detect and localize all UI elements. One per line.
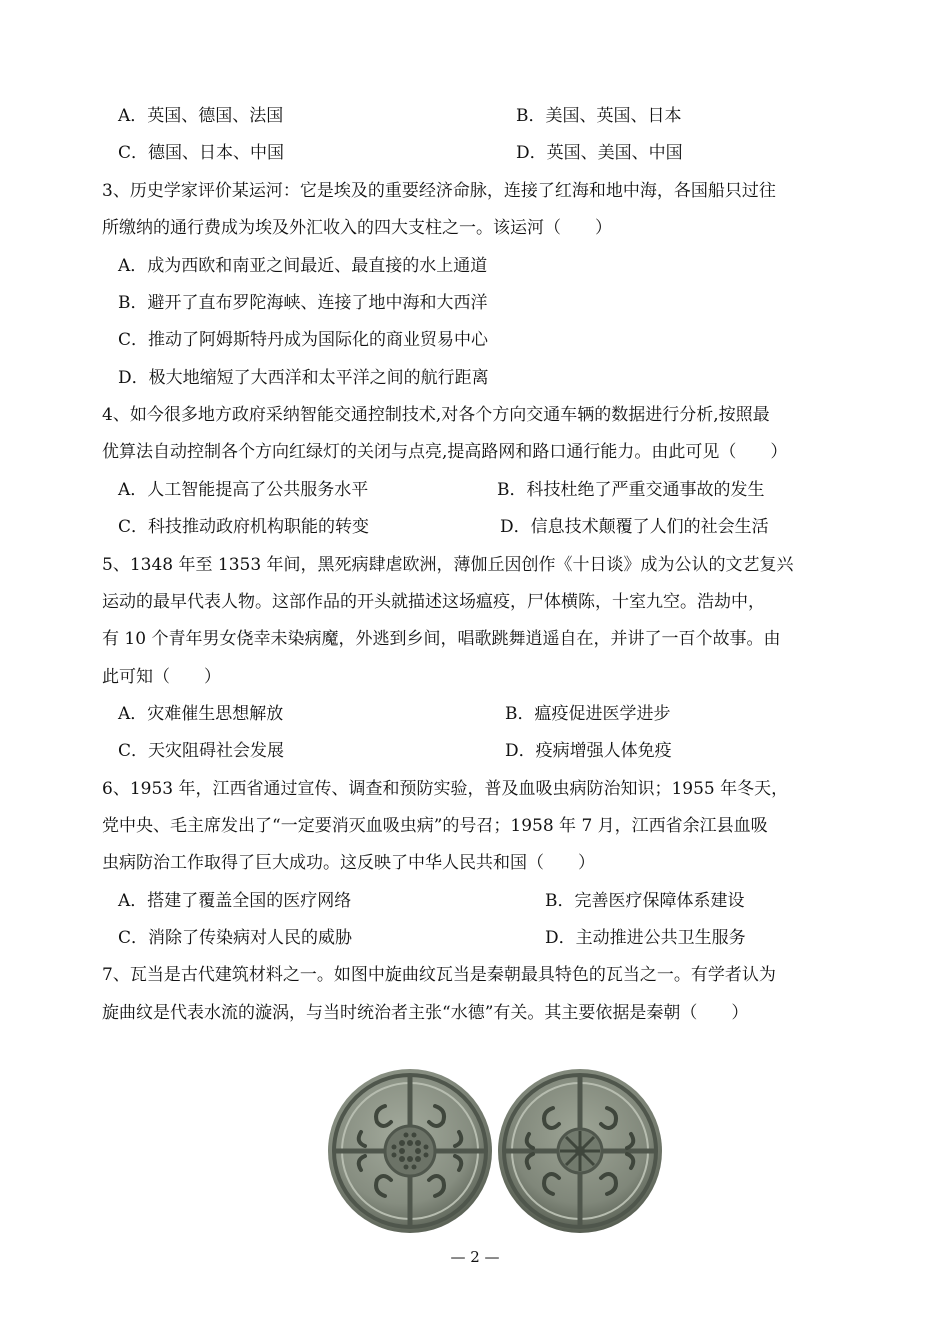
q6-stem-line-2: 党中央、毛主席发出了“一定要消灭血吸虫病”的号召；1958 年 7 月，江西省余江县血吸 bbox=[102, 816, 768, 836]
q5-option-b: B．瘟疫促进医学进步 bbox=[505, 704, 671, 724]
q5-stem-line-1: 5、1348 年至 1353 年间，黑死病肆虐欧洲，薄伽丘因创作《十日谈》成为公认的文艺复兴 bbox=[102, 555, 794, 575]
q5-option-c: C．天灾阻碍社会发展 bbox=[118, 741, 285, 761]
q3-option-b: B．避开了直布罗陀海峡、连接了地中海和大西洋 bbox=[118, 293, 488, 313]
q4-option-a: A．人工智能提高了公共服务水平 bbox=[118, 480, 369, 500]
wadang-right-image bbox=[495, 1066, 665, 1236]
q3-option-c: C．推动了阿姆斯特丹成为国际化的商业贸易中心 bbox=[118, 330, 489, 350]
q4-option-d: D．信息技术颠覆了人们的社会生活 bbox=[500, 517, 769, 537]
q2-option-a: A．英国、德国、法国 bbox=[118, 106, 284, 126]
q3-stem-line-1: 3、历史学家评价某运河：它是埃及的重要经济命脉，连接了红海和地中海，各国船只过往 bbox=[102, 181, 776, 201]
q6-option-b: B．完善医疗保障体系建设 bbox=[545, 891, 745, 911]
q2-option-d: D．英国、美国、中国 bbox=[516, 143, 683, 163]
page-number: — 2 — bbox=[450, 1248, 500, 1266]
q6-option-a: A．搭建了覆盖全国的医疗网络 bbox=[118, 891, 352, 911]
q3-stem-line-2: 所缴纳的通行费成为埃及外汇收入的四大支柱之一。该运河（ ） bbox=[102, 218, 612, 238]
q3-option-a: A．成为西欧和南亚之间最近、最直接的水上通道 bbox=[118, 256, 488, 276]
wadang-left-image bbox=[325, 1066, 495, 1236]
q2-option-c: C．德国、日本、中国 bbox=[118, 143, 285, 163]
q5-option-d: D．疫病增强人体免疫 bbox=[505, 741, 672, 761]
q6-stem-line-3: 虫病防治工作取得了巨大成功。这反映了中华人民共和国（ ） bbox=[102, 853, 595, 873]
q5-option-a: A．灾难催生思想解放 bbox=[118, 704, 284, 724]
q6-option-c: C．消除了传染病对人民的威胁 bbox=[118, 928, 353, 948]
q5-stem-line-2: 运动的最早代表人物。这部作品的开头就描述这场瘟疫，尸体横陈，十室九空。浩劫中， bbox=[102, 592, 765, 612]
q2-option-b: B．美国、英国、日本 bbox=[516, 106, 682, 126]
q5-stem-line-3: 有 10 个青年男女侥幸未染病魔，外逃到乡间，唱歌跳舞逍遥自在，并讲了一百个故事。由 bbox=[102, 629, 781, 649]
q4-option-c: C．科技推动政府机构职能的转变 bbox=[118, 517, 370, 537]
q4-stem-line-2: 优算法自动控制各个方向红绿灯的关闭与点亮,提高路网和路口通行能力。由此可见（ ） bbox=[102, 442, 788, 462]
q4-stem-line-1: 4、如今很多地方政府采纳智能交通控制技术,对各个方向交通车辆的数据进行分析,按照最 bbox=[102, 405, 770, 425]
wadang-figure bbox=[325, 1066, 665, 1236]
q7-stem-line-1: 7、瓦当是古代建筑材料之一。如图中旋曲纹瓦当是秦朝最具特色的瓦当之一。有学者认为 bbox=[102, 965, 776, 985]
q4-option-b: B．科技杜绝了严重交通事故的发生 bbox=[497, 480, 765, 500]
q6-option-d: D．主动推进公共卫生服务 bbox=[545, 928, 746, 948]
q5-stem-line-4: 此可知（ ） bbox=[102, 667, 221, 687]
q7-stem-line-2: 旋曲纹是代表水流的漩涡，与当时统治者主张“水德”有关。其主要依据是秦朝（ ） bbox=[102, 1003, 749, 1023]
q3-option-d: D．极大地缩短了大西洋和太平洋之间的航行距离 bbox=[118, 368, 489, 388]
q6-stem-line-1: 6、1953 年，江西省通过宣传、调查和预防实验，普及血吸虫病防治知识；1955 年冬天， bbox=[102, 779, 789, 799]
